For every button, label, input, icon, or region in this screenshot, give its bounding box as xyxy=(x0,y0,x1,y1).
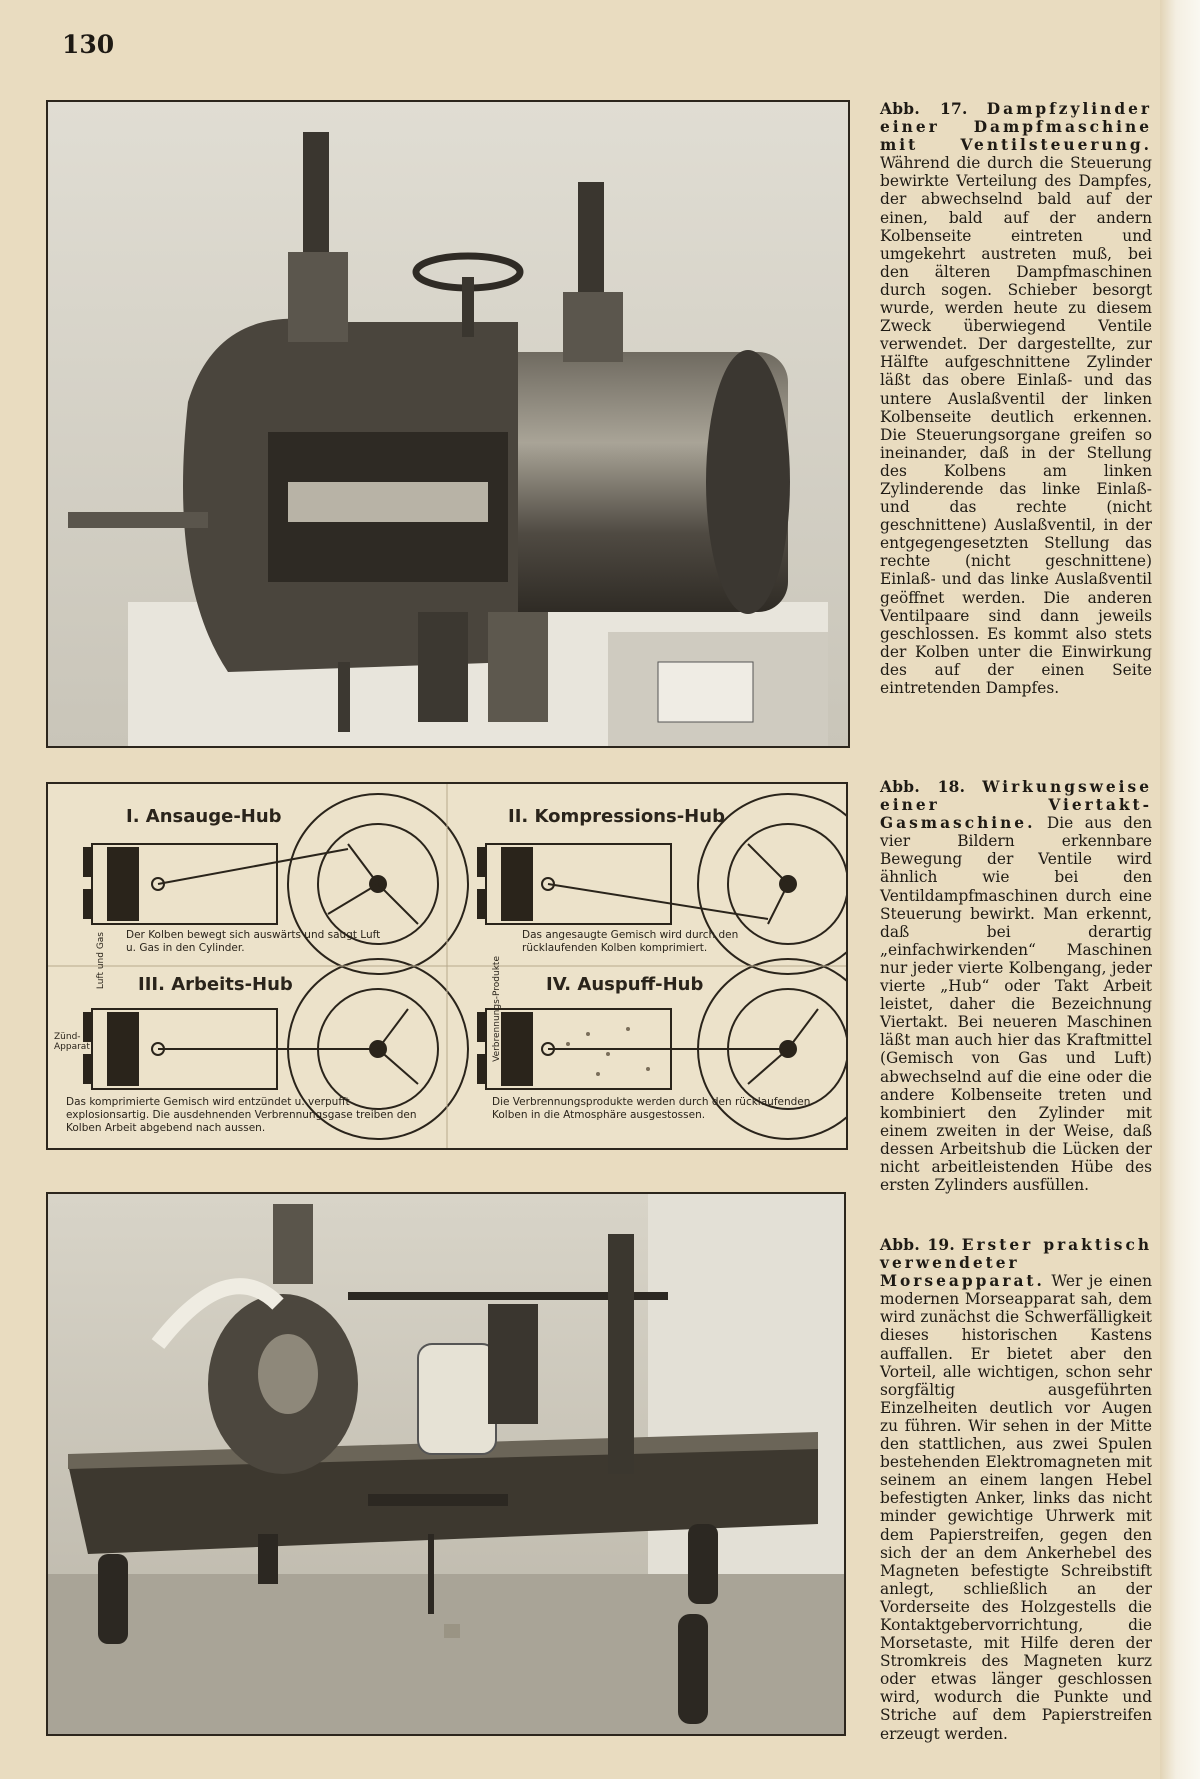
stroke3-title: III. Arbeits-Hub xyxy=(138,974,293,995)
stroke4-desc: Die Verbrennungsprodukte werden durch den rücklaufenden Kolben in die Atmosphäre ausgestossen. xyxy=(492,1096,811,1121)
fig17-caption xyxy=(880,100,1152,697)
fig17-photo xyxy=(46,100,850,748)
stroke4-title: IV. Auspuff-Hub xyxy=(546,974,704,995)
fig17-text: Während die durch die Steuerung bewirkte Verteilung des Dampfes, der abwechselnd bald auf der einen, bald auf der andern Kolbenseite eintreten und umgekehrt austreten muß, bei den älteren Dampfmaschinen durch sogen. Schieber besorgt wurde, werden heute zu diesem Zweck überwiegend Ventile verwendet. Der dargestellte, zur Hälfte aufgeschnittene Zylinder läßt das obere Einlaß- und das untere Auslaßventil der linken Kolbenseite deutlich erkennen. Die Steuerungsorgane greifen so ineinander, daß in der Stellung des Kolbens am linken Zylinderende das linke Einlaß- und das rechte (nicht geschnittene) Auslaßventil, in der entgegengesetzten Stellung das rechte (nicht geschnittene) Einlaß- und das linke Auslaßventil geöffnet werden. Die anderen Ventilpaare sind dann jeweils geschlossen. Es kommt also stets der Kolben unter die Einwirkung des auf der einen Seite eintretenden Dampfes. xyxy=(880,154,1152,697)
page-edge xyxy=(1160,0,1200,1779)
page-number: 130 xyxy=(62,30,115,59)
stroke2-title: II. Kompressions-Hub xyxy=(508,806,725,827)
fig18-caption xyxy=(880,778,1152,1194)
air-gas-label: Luft und Gas xyxy=(96,932,106,990)
stroke3-desc: Das komprimierte Gemisch wird entzündet u. verpufft explosionsartig. Die ausdehnenden Verbrennungsgase treiben den Kolben Arbeit abgebend nach aussen. xyxy=(66,1096,417,1134)
stroke1-desc: Der Kolben bewegt sich auswärts und saugt Luft u. Gas in den Cylinder. xyxy=(126,929,381,954)
fig19-label: Abb. 19. xyxy=(880,1236,956,1254)
stroke1-title: I. Ansauge-Hub xyxy=(126,806,282,827)
products-label: Verbrennungs-Produkte xyxy=(492,956,502,1062)
stroke2-desc: Das angesaugte Gemisch wird durch den rücklaufenden Kolben komprimiert. xyxy=(522,929,739,954)
fig18-title: Wirkungsweise einer Viertakt-Gasmaschine. xyxy=(880,778,1152,833)
fig19-caption xyxy=(880,1236,1152,1743)
fig18-label: Abb. 18. xyxy=(880,778,966,796)
fig18-diagram xyxy=(46,782,848,1150)
fig19-title: Erster praktisch verwendeter Morseapparat. xyxy=(880,1236,1153,1291)
fig17-title: Dampfzylinder einer Dampfmaschine mit Ventilsteuerung. xyxy=(880,100,1152,155)
ignition-label: Zünd-Apparat xyxy=(54,1032,90,1052)
fig19-text: Wer je einen modernen Morseapparat sah, dem wird zunächst die Schwerfälligkeit dieses historischen Kastens auffallen. Er bietet aber den Vorteil, alle wichtigen, schon sehr sorgfältig ausgeführten Einzelheiten deutlich vor Augen zu führen. Wir sehen in der Mitte den stattlichen, aus zwei Spulen bestehenden Elektromagneten mit seinem an einem langen Hebel befestigten Anker, links das nicht minder gewichtige Uhrwerk mit dem Papierstreifen, gegen den sich der an dem Ankerhebel des Magneten befestigte Schreibstift anlegt, schließlich an der Vorderseite des Holzgestells die Kontaktgebervorrichtung, die Morsetaste, mit Hilfe deren der Stromkreis des Magneten kurz oder etwas länger geschlossen wird, wodurch die Punkte und Striche auf dem Papierstreifen erzeugt werden. xyxy=(880,1272,1152,1743)
fig19-photo xyxy=(46,1192,846,1736)
fig17-label: Abb. 17. xyxy=(880,100,968,118)
fig18-text: Die aus den vier Bildern erkennbare Bewegung der Ventile wird ähnlich wie bei den Ventildampfmaschinen durch eine Steuerung bewirkt. Man erkennt, daß bei derartig „einfachwirkenden“ Maschinen nur jeder vierte Kolbengang, jeder vierte „Hub“ oder Takt Arbeit leistet, daher die Bezeichnung Viertakt. Bei neueren Maschinen läßt man auch hier das Kraftmittel (Gemisch von Gas und Luft) abwechselnd auf die eine oder die andere Kolbenseite treten und kombiniert den Zylinder mit einem zweiten in der Weise, daß dessen Arbeitshub die Lücken der nicht arbeitleistenden Hübe des ersten Zylinders ausfüllen. xyxy=(880,814,1152,1195)
